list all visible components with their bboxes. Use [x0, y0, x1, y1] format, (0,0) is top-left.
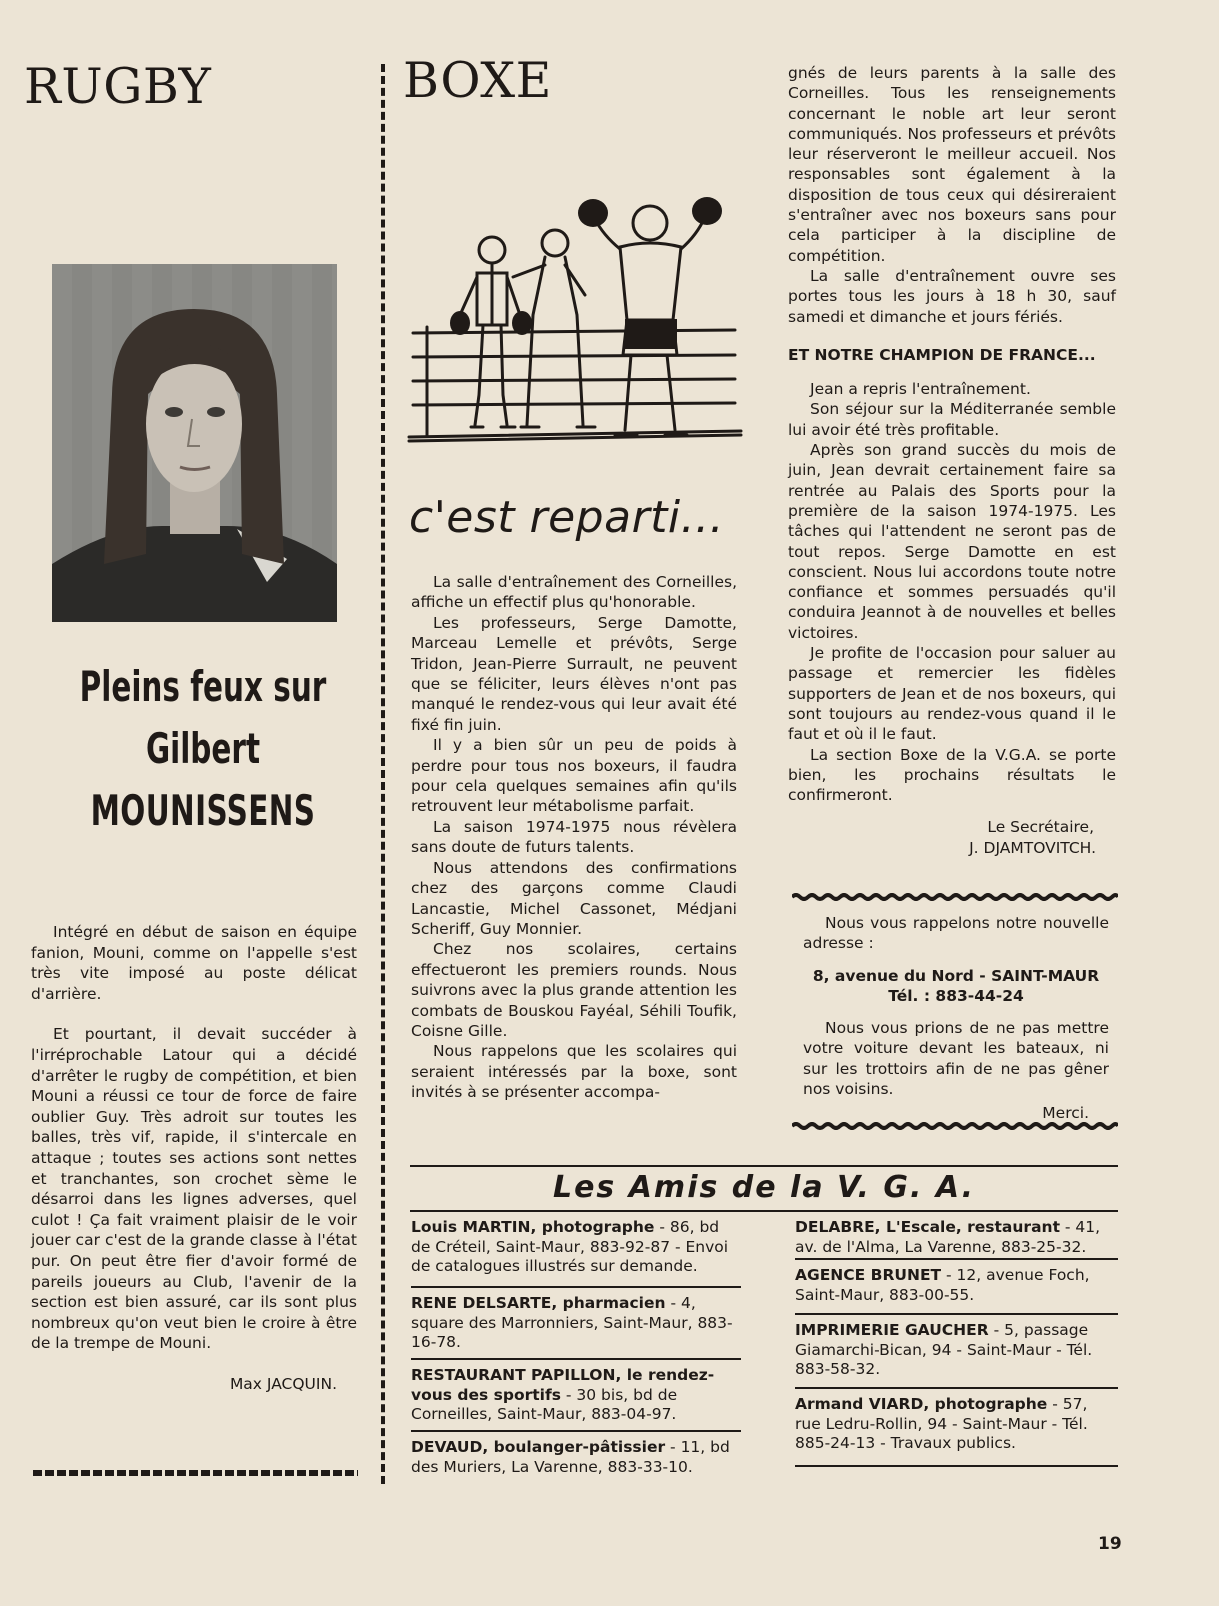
rugby-headline: [38, 656, 368, 842]
ad-text: - 5, passage Giamarchi-Bican, 94 - Saint-Maur - Tél. 883-58-32.: [795, 1321, 1093, 1378]
boxe-paragraph: La saison 1974-1975 nous révèlera sans doute de futurs talents.: [411, 817, 737, 857]
headline-line-1: Pleins feux sur: [79, 662, 327, 711]
rugby-article-body: [31, 922, 357, 1394]
champion-paragraph: Jean a repris l'entraînement.: [810, 380, 1031, 399]
ad-text: - 12, avenue Foch, Saint-Maur, 883-00-55.: [795, 1266, 1090, 1304]
ad-name: DEVAUD, boulanger-pâtissier: [411, 1438, 666, 1456]
address-notice: [803, 913, 1109, 1124]
boxe-paragraph: Nous rappelons que les scolaires qui seraient intéressés par la boxe, sont invités à se présenter accompa-: [411, 1042, 737, 1102]
boxe-article-continued: [788, 63, 1116, 858]
ad-name: AGENCE BRUNET: [795, 1266, 942, 1284]
ad-text: - 41, av. de l'Alma, La Varenne, 883-25-32.: [795, 1218, 1101, 1256]
boxe-section-title: BOXE: [403, 52, 552, 109]
ad-entry: [411, 1432, 741, 1488]
ad-text: - 11, bd des Muriers, La Varenne, 883-33-10.: [411, 1438, 730, 1476]
rugby-author: Max JACQUIN.: [229, 1374, 337, 1393]
notice-bottom-wave: [792, 1122, 1118, 1130]
notice-intro: Nous vous rappelons notre nouvelle adresse :: [803, 914, 1109, 953]
ad-name: IMPRIMERIE GAUCHER: [795, 1321, 989, 1339]
notice-thanks: Merci.: [1042, 1104, 1089, 1123]
ad-name: Louis MARTIN, photographe: [411, 1218, 655, 1236]
ad-name: DELABRE, L'Escale, restaurant: [795, 1218, 1060, 1236]
champion-paragraph: Après son grand succès du mois de juin, Jean devrait certainement faire sa rentrée au Palais des Sports pour la première de la saison 1974-1975. Les tâches qui l'attendent ne seront pas de tout repos. Serge Damotte en est conscient. Nous lui accordons toute notre confiance et sommes persuadés qu'il conduira Jeannot à de nouvelles et belles victoires.: [788, 441, 1116, 642]
rugby-bottom-divider: [33, 1470, 358, 1476]
ad-text: - 57, rue Ledru-Rollin, 94 - Saint-Maur - Tél. 885-24-13 - Travaux publics.: [795, 1395, 1088, 1452]
headline-line-2: Gilbert: [145, 724, 261, 773]
signature-role: Le Secrétaire,: [987, 818, 1094, 837]
amis-right-column: [795, 1212, 1118, 1467]
boxe-continued-paragraph: gnés de leurs parents à la salle des Corneilles. Tous les renseignements concernant le noble art leur seront communiqués. Nos professeurs et prévôts leur réserveront le meilleur accueil. Nos responsables sont également à la disposition de tous ceux qui désireraient s'entraîner avec nos boxeurs sans pour cela participer à la discipline de compétition.: [788, 64, 1116, 265]
amis-title: Les Amis de la V. G. A.: [552, 1170, 976, 1205]
boxing-illustration: [405, 195, 745, 450]
champion-paragraph: Je profite de l'occasion pour saluer au passage et remercier les fidèles supporters de Jean et de nos boxeurs, qui sont toujours au rendez-vous quand il le faut et où il le faut.: [788, 644, 1116, 744]
ad-name: RENE DELSARTE, pharmacien: [411, 1294, 666, 1312]
ad-text: - 4, square des Marronniers, Saint-Maur, 883-16-78.: [411, 1294, 733, 1351]
boxe-paragraph: La salle d'entraînement des Corneilles, affiche un effectif plus qu'honorable.: [411, 573, 737, 612]
boxe-paragraph: Les professeurs, Serge Damotte, Marceau Lemelle et prévôts, Serge Tridon, Jean-Pierre Surrault, ne peuvent que se féliciter, leurs élèves n'ont pas manqué le rendez-vous qui leur avait été fixé fin juin.: [411, 613, 737, 734]
ad-name: RESTAURANT PAPILLON, le rendez-vous des sportifs: [411, 1366, 715, 1404]
ad-entry: [795, 1212, 1118, 1260]
champion-paragraph: Son séjour sur la Méditerranée semble lui avoir été très profitable.: [788, 400, 1116, 439]
notice-top-wave: [792, 893, 1118, 901]
amis-top-rule: [410, 1165, 1118, 1167]
boxe-article-body: [411, 572, 737, 1103]
rugby-section-title: RUGBY: [24, 58, 212, 115]
boxe-continued-paragraph: La salle d'entraînement ouvre ses portes tous les jours à 18 h 30, sauf samedi et dimanche et jours fériés.: [788, 266, 1116, 326]
amis-left-column: [411, 1212, 741, 1488]
notice-address: 8, avenue du Nord - SAINT-MAUR: [812, 966, 1100, 985]
boxe-paragraph: Nous attendons des confirmations chez des garçons comme Claudi Lancastie, Michel Cassonet, Médjani Scheriff, Guy Monnier.: [411, 858, 737, 938]
notice-phone: Tél. : 883-44-24: [888, 986, 1024, 1005]
champion-heading: ET NOTRE CHAMPION DE FRANCE...: [788, 345, 1096, 364]
ad-entry: [795, 1260, 1118, 1315]
ad-text: - 30 bis, bd de Corneilles, Saint-Maur, 883-04-97.: [411, 1385, 678, 1423]
ad-entry: [795, 1315, 1118, 1389]
notice-request: Nous vous prions de ne pas mettre votre voiture devant les bateaux, ni sur les trottoirs afin de ne pas gêner nos voisins.: [803, 1019, 1109, 1099]
portrait-illustration: [52, 264, 337, 622]
player-portrait-photo: [52, 264, 337, 622]
column-separator: [381, 64, 385, 1484]
page-number: 19: [1098, 1534, 1122, 1554]
boxe-subtitle: c'est reparti...: [409, 492, 725, 543]
boxers-drawing: [405, 195, 745, 450]
champion-paragraph: La section Boxe de la V.G.A. se porte bien, les prochains résultats le confirmeront.: [788, 745, 1116, 805]
rugby-paragraph: Intégré en début de saison en équipe fanion, Mouni, comme on l'appelle s'est très vite imposé au poste délicat d'arrière.: [31, 923, 357, 1003]
boxe-paragraph: Il y a bien sûr un peu de poids à perdre pour tous nos boxeurs, il faudra pour cela quelques semaines afin qu'ils retrouvent leur métabolisme parfait.: [411, 736, 737, 816]
ad-name: Armand VIARD, photographe: [795, 1395, 1048, 1413]
ad-entry: [411, 1288, 741, 1360]
rugby-paragraph: Et pourtant, il devait succéder à l'irréprochable Latour qui a décidé d'arrêter le rugby de compétition, et bien Mouni a réussi ce tour de force de faire oublier Guy. Très adroit sur toutes les balles, très vif, rapide, il s'intercale en attaque ; toutes ses actions sont nettes et tranchantes, son crochet sème le désarroi dans les lignes adverses, quel culot ! Ça fait vraiment plaisir de le voir jouer car c'est de la grande classe à l'état pur. On peut être fier d'avoir formé de pareils joueurs au Club, l'avenir de la section est bien assuré, car ils sont plus nombreux qu'on veut bien le croire à être de la trempe de Mouni.: [31, 1025, 357, 1353]
boxe-paragraph: Chez nos scolaires, certains effectueront les premiers rounds. Nous suivrons avec la plus grande attention les combats de Bouskou Fayéal, Séhili Toufik, Coisne Gille.: [411, 940, 737, 1040]
ad-entry: [411, 1360, 741, 1432]
ad-text: - 86, bd de Créteil, Saint-Maur, 883-92-87 - Envoi de catalogues illustrés sur demande.: [411, 1218, 729, 1275]
ad-entry: [795, 1389, 1118, 1467]
headline-line-3: MOUNISSENS: [90, 786, 316, 835]
signature-name: J. DJAMTOVITCH.: [969, 838, 1096, 857]
ad-entry: [411, 1212, 741, 1288]
